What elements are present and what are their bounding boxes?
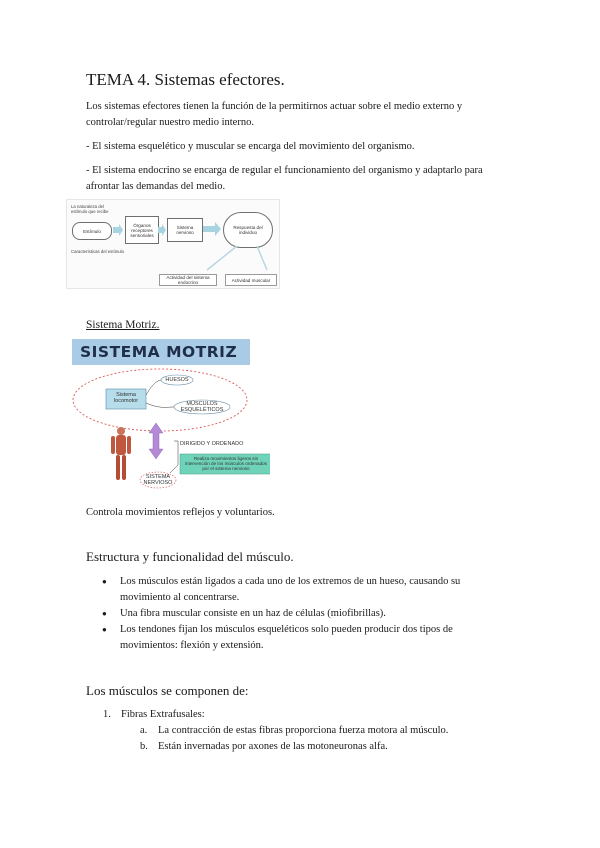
muscle-figure-icon — [111, 427, 131, 480]
arrow-right-1 — [113, 224, 123, 236]
motriz-heading: Sistema Motriz. — [86, 319, 160, 331]
componen-heading: Los músculos se componen de: — [86, 683, 249, 698]
link-huesos — [146, 380, 161, 395]
musculo-heading: Estructura y funcionalidad del músculo. — [86, 549, 294, 564]
diagram-box-organos: Órganos receptores sensoriales — [125, 216, 159, 244]
dirigido-label: DIRIGIDO Y ORDENADO — [180, 441, 244, 447]
diagram-box-estimulo: Estímulo — [72, 222, 112, 240]
diagram-box-respuesta: Respuesta del individuo — [223, 212, 273, 248]
link-nervioso — [170, 441, 178, 473]
musculo-bullet-list — [86, 574, 496, 654]
list-item: ● Una fibra muscular consiste en un haz de células (miofibrillas). — [86, 606, 496, 622]
diagram-bottom-note: Características del estímulo — [71, 249, 125, 254]
diagram-arrows — [67, 200, 279, 288]
sistema-locomotor-label: Sistema locomotor — [113, 392, 139, 404]
page-title — [86, 70, 285, 90]
musculos-label: MÚSCULOS ESQUELÉTICOS — [180, 401, 224, 413]
title-prefix: TEMA 4. — [86, 70, 151, 89]
diagram-top-note: La naturaleza del estímulo que recibe — [71, 204, 109, 214]
sistema-motriz-diagram — [70, 337, 270, 502]
double-arrow — [149, 423, 163, 459]
arrow-down-left — [207, 246, 237, 270]
intro-paragraph-3: - El sistema endocrino se encarga de regular el funcionamiento del organismo y adaptarlo para afrontar las demandas del medio. — [86, 165, 483, 192]
motriz-caption: Controla movimientos reflejos y voluntarios. — [86, 507, 275, 518]
item-1-number: 1. — [103, 709, 111, 720]
arrow-right-2 — [158, 224, 166, 236]
sub-b-mark: b. — [140, 741, 148, 752]
intro-block — [86, 99, 516, 203]
list-item: ● Los músculos están ligados a cada uno de los extremos de un hueso, causando su movimiento al concentrarse. — [86, 574, 496, 606]
info-box-label: Realiza movimientos ligeros sin intervención de los músculos ordenados por el sistema nervioso — [185, 456, 267, 471]
dashed-ellipse — [73, 369, 247, 431]
intro-paragraph-2: - El sistema esquelético y muscular se encarga del movimiento del organismo. — [86, 141, 415, 152]
diagram-box-endocrino: Actividad del sistema endocrino — [159, 274, 217, 286]
motriz-banner: SISTEMA MOTRIZ — [72, 339, 250, 365]
intro-paragraph-1: Los sistemas efectores tienen la función de la permitirnos actuar sobre el medio externo y controlar/regular nuestro medio interno. — [86, 101, 463, 128]
huesos-label: HUESOS — [165, 377, 189, 383]
sub-a-mark: a. — [140, 725, 148, 736]
nervioso-label: SISTEMA NERVIOSO — [143, 474, 173, 486]
item-1-text: Fibras Extrafusales: — [121, 709, 205, 720]
title-text: Sistemas efectores. — [150, 70, 285, 89]
arrow-right-3 — [203, 222, 221, 236]
link-musculos — [146, 403, 174, 407]
sub-a-text: La contracción de estas fibras proporciona fuerza motora al músculo. — [158, 725, 449, 736]
arrow-down-right — [257, 246, 267, 270]
list-item: ● Los tendones fijan los músculos esqueléticos solo pueden producir dos tipos de movimientos: flexión y extensión. — [86, 622, 496, 654]
effector-flow-diagram — [66, 199, 280, 289]
sub-b-text: Están invernadas por axones de las motoneuronas alfa. — [158, 741, 388, 752]
diagram-box-sistema: Sistema nervioso — [167, 218, 203, 242]
diagram-box-muscular: Actividad muscular — [225, 274, 277, 286]
